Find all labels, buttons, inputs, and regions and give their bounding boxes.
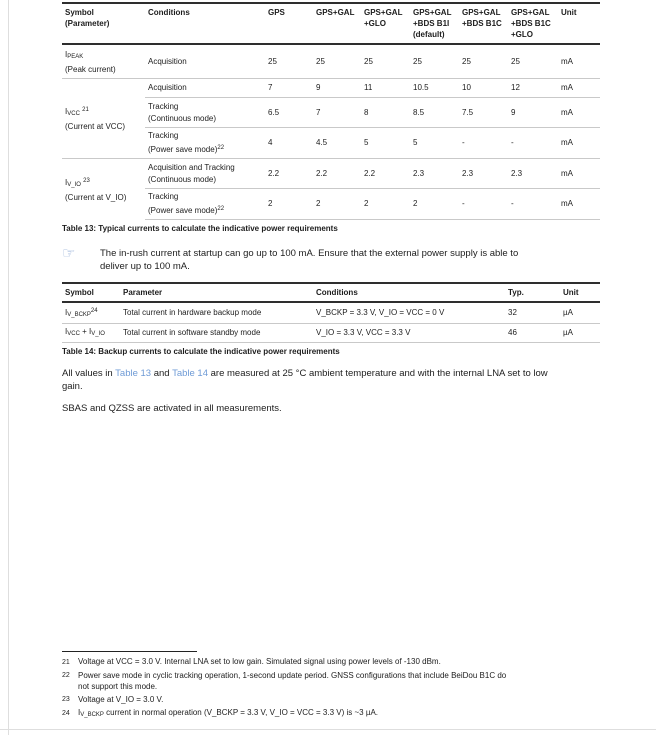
value-cell: - [459,128,508,159]
footnote-text: Voltage at V_IO = 3.0 V. [78,694,164,704]
symbol-ivbckp: $I_{V\_BCKP}^{24}$ [62,302,120,324]
value-cell: 2 [313,189,361,220]
footnote-number: 22 [62,672,70,679]
col-gps-gal-bdsb1c: GPS+GAL +BDS B1C [459,3,508,44]
col-parameter: Parameter [120,283,313,302]
conditions-cell: V_IO = 3.3 V, VCC = 3.3 V [313,324,505,343]
footnote-21 [62,656,602,668]
parameter-cell: Total current in software standby mode [120,324,313,343]
value-cell: 2.3 [410,159,459,189]
unit-cell: mA [558,128,600,159]
value-cell: 8.5 [410,98,459,128]
value-cell: 12 [508,79,558,98]
value-cell: 10.5 [410,79,459,98]
footnotes-block [62,651,602,723]
condition-cell: Tracking (Continuous mode) [145,98,265,128]
col-gps-gal: GPS+GAL [313,3,361,44]
condition-cell: Tracking (Power save mode)$^{22}$ [145,128,265,159]
value-cell: - [508,189,558,220]
col-conditions: Conditions [145,3,265,44]
col-symbol: Symbol (Parameter) [62,3,145,44]
unit-cell: mA [558,79,600,98]
value-cell: 25 [265,44,313,79]
condition-cell: Acquisition and Tracking (Continuous mode) [145,159,265,189]
table-13-link[interactable]: Table 13 [115,368,152,379]
table-13-typical-currents [62,2,600,220]
paragraph-measurement-conditions [62,367,564,393]
value-cell: 2 [361,189,410,220]
unit-cell: µA [560,324,600,343]
table-14-link[interactable]: Table 14 [172,368,208,379]
row-ivio-acq-tracking [62,159,600,189]
value-cell: 25 [508,44,558,79]
row-ivbckp [62,302,600,324]
value-cell: 7 [265,79,313,98]
footnote-24 [62,707,602,721]
value-cell: 11 [361,79,410,98]
table-13-caption: Table 13: Typical currents to calculate the indicative power requirements [62,224,338,233]
symbol-ivio: $I_{V\_IO}$ $^{23}$ (Current at V_IO) [62,159,145,220]
value-cell: 25 [361,44,410,79]
value-cell: 2 [410,189,459,220]
col-gps: GPS [265,3,313,44]
footnote-text: $I_{V\_BCKP}$ current in normal operation (V_BCKP = 3.3 V, V_IO = VCC = 3.3 V) is ~3 µA. [78,708,379,718]
table-14-caption: Table 14: Backup currents to calculate the indicative power requirements [62,347,340,356]
symbol-ivcc-ivio: $I_{VCC} + I_{V\_IO}$ [62,324,120,343]
pointing-hand-icon: ☞ [62,245,76,262]
value-cell: 2.3 [459,159,508,189]
col-unit: Unit [558,3,600,44]
value-cell: 2 [265,189,313,220]
page-bottom-edge [0,729,656,730]
col-conditions: Conditions [313,283,505,302]
value-cell: 5 [361,128,410,159]
value-cell: 9 [313,79,361,98]
note-inrush-current [62,247,600,273]
paragraph-text: All values in [62,368,116,379]
symbol-ivcc: $I_{VCC}$ $^{21}$ (Current at VCC) [62,79,145,159]
condition-cell: Tracking (Power save mode)$^{22}$ [145,189,265,220]
parameter-cell: Total current in hardware backup mode [120,302,313,324]
paragraph-text: are measured at 25 °C ambient temperature and with the internal LNA set to low gain. [62,368,548,392]
value-cell: 2.2 [313,159,361,189]
condition-cell: Acquisition [145,79,265,98]
unit-cell: mA [558,44,600,79]
value-cell: 2.2 [361,159,410,189]
col-unit: Unit [560,283,600,302]
value-cell: 4.5 [313,128,361,159]
value-cell: 7 [313,98,361,128]
footnote-number: 21 [62,658,70,666]
footnote-22 [62,670,602,692]
value-cell: - [508,128,558,159]
col-gps-gal-glo: GPS+GAL +GLO [361,3,410,44]
row-ipeak-acquisition [62,44,600,79]
footnote-text: Power save mode in cyclic tracking operation, 1-second update period. GNSS configurations that include BeiDou B1C do not support this mode. [78,670,507,691]
condition-cell: Acquisition [145,44,265,79]
value-cell: 10 [459,79,508,98]
value-cell: 2.2 [265,159,313,189]
footnote-separator [62,651,197,652]
page-content [62,2,600,415]
value-cell: 5 [410,128,459,159]
table-14-backup-currents [62,282,600,343]
col-gps-gal-bdsb1i: GPS+GAL +BDS B1I (default) [410,3,459,44]
col-gps-gal-bdsb1c-glo: GPS+GAL +BDS B1C +GLO [508,3,558,44]
unit-cell: mA [558,189,600,220]
footnote-number: 24 [62,709,70,717]
unit-cell: mA [558,98,600,128]
typ-cell: 46 [505,324,560,343]
value-cell: 25 [410,44,459,79]
unit-cell: µA [560,302,600,324]
value-cell: 25 [459,44,508,79]
footnote-23 [62,694,602,706]
col-symbol: Symbol [62,283,120,302]
value-cell: 4 [265,128,313,159]
value-cell: 2.3 [508,159,558,189]
table-13-header-row [62,3,600,44]
page-left-edge [8,0,9,735]
row-ivcc-acquisition [62,79,600,98]
typ-cell: 32 [505,302,560,324]
conditions-cell: V_BCKP = 3.3 V, V_IO = VCC = 0 V [313,302,505,324]
value-cell: 8 [361,98,410,128]
value-cell: 7.5 [459,98,508,128]
value-cell: 25 [313,44,361,79]
footnote-number: 23 [62,696,70,703]
footnote-text: Voltage at VCC = 3.0 V. Internal LNA set to low gain. Simulated signal using power levels of -130 dBm. [78,657,441,666]
row-ivcc-plus-ivio [62,324,600,343]
note-text: The in-rush current at startup can go up to 100 mA. Ensure that the external power supply is able to deliver up to 100 mA. [100,248,519,272]
unit-cell: mA [558,159,600,189]
value-cell: - [459,189,508,220]
value-cell: 9 [508,98,558,128]
paragraph-text: and [151,368,173,379]
value-cell: 6.5 [265,98,313,128]
table-14-header-row [62,283,600,302]
col-typ: Typ. [505,283,560,302]
symbol-ipeak: $I_{PEAK}$ (Peak current) [62,44,145,79]
paragraph-sbas-qzss: SBAS and QZSS are activated in all measurements. [62,403,282,414]
